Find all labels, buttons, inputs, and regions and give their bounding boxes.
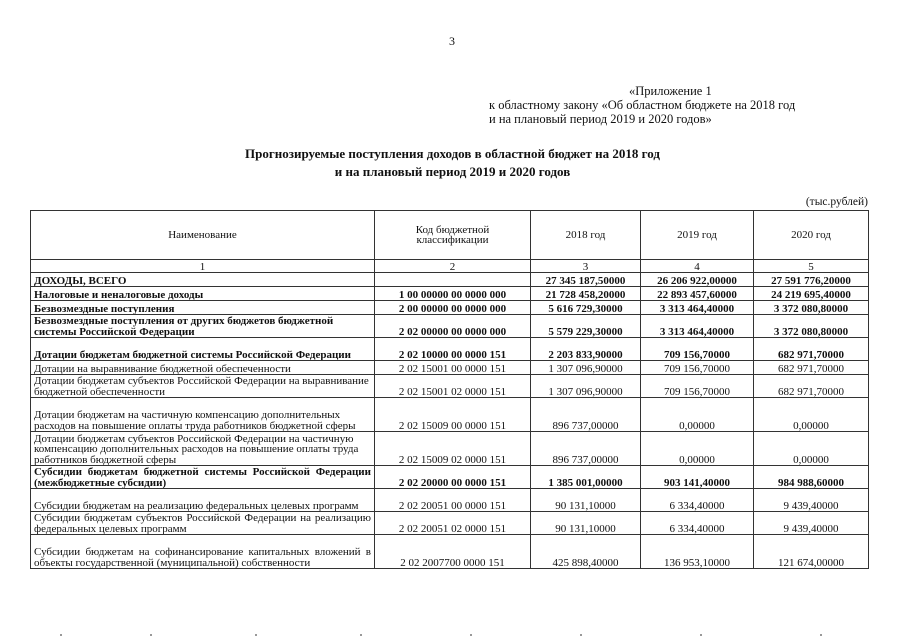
header-2019: 2019 год [641, 211, 754, 260]
row-name: Безвозмездные поступления от других бюджетов бюджетной системы Российской Федерации [31, 315, 375, 338]
table-row [31, 273, 869, 287]
row-value-2018: 21 728 458,20000 [531, 287, 641, 301]
row-value-2019: 709 156,70000 [641, 338, 754, 361]
table-row [31, 432, 869, 466]
appendix-line-2: к областному закону «Об областном бюджете на 2018 год [489, 98, 796, 112]
row-value-2020: 682 971,70000 [754, 338, 869, 361]
page-edge-marks [0, 634, 905, 638]
table-row [31, 398, 869, 432]
row-name: Дотации бюджетам бюджетной системы Российской Федерации [31, 338, 375, 361]
row-value-2019: 0,00000 [641, 398, 754, 432]
row-value-2018: 2 203 833,90000 [531, 338, 641, 361]
row-value-2020: 984 988,60000 [754, 466, 869, 489]
column-number-row [31, 260, 869, 273]
table-header-row [31, 211, 869, 260]
row-code: 2 02 00000 00 0000 000 [375, 315, 531, 338]
row-value-2018: 1 307 096,90000 [531, 375, 641, 398]
row-name: Субсидии бюджетам бюджетной системы Российской Федерации (межбюджетные субсидии) [31, 466, 375, 489]
row-value-2018: 90 131,10000 [531, 512, 641, 535]
row-name: Субсидии бюджетам на реализацию федеральных целевых программ [31, 489, 375, 512]
document-title [0, 145, 905, 181]
col-number: 5 [754, 260, 869, 273]
table-row [31, 361, 869, 375]
row-value-2020: 24 219 695,40000 [754, 287, 869, 301]
row-value-2019: 0,00000 [641, 432, 754, 466]
row-value-2018: 5 616 729,30000 [531, 301, 641, 315]
header-2018: 2018 год [531, 211, 641, 260]
row-code: 2 02 20051 00 0000 151 [375, 489, 531, 512]
row-value-2019: 26 206 922,00000 [641, 273, 754, 287]
row-name: Субсидии бюджетам на софинансирование капитальных вложений в объекты государственной (муниципальной) собственности [31, 535, 375, 569]
row-value-2020: 27 591 776,20000 [754, 273, 869, 287]
table-row [31, 489, 869, 512]
table-row [31, 287, 869, 301]
row-value-2019: 3 313 464,40000 [641, 301, 754, 315]
appendix-line-1: «Приложение 1 [629, 84, 712, 98]
row-value-2018: 425 898,40000 [531, 535, 641, 569]
table-row [31, 512, 869, 535]
page-number: 3 [449, 34, 455, 48]
row-code: 2 02 20051 02 0000 151 [375, 512, 531, 535]
row-value-2018: 27 345 187,50000 [531, 273, 641, 287]
revenue-table [30, 210, 869, 569]
row-value-2020: 0,00000 [754, 432, 869, 466]
row-value-2019: 136 953,10000 [641, 535, 754, 569]
appendix-note [489, 84, 795, 126]
row-value-2018: 90 131,10000 [531, 489, 641, 512]
row-value-2018: 5 579 229,30000 [531, 315, 641, 338]
units-label: (тыс.рублей) [805, 196, 868, 208]
row-name: Субсидии бюджетам субъектов Российской Федерации на реализацию федеральных целевых программ [31, 512, 375, 535]
row-name: Дотации бюджетам субъектов Российской Федерации на выравнивание бюджетной обеспеченности [31, 375, 375, 398]
row-code: 2 02 15009 00 0000 151 [375, 398, 531, 432]
row-name: Дотации бюджетам на частичную компенсацию дополнительных расходов на повышение оплаты труда работников бюджетной сферы [31, 398, 375, 432]
row-value-2018: 896 737,00000 [531, 398, 641, 432]
row-value-2019: 903 141,40000 [641, 466, 754, 489]
row-value-2020: 682 971,70000 [754, 361, 869, 375]
row-value-2019: 709 156,70000 [641, 361, 754, 375]
row-value-2020: 121 674,00000 [754, 535, 869, 569]
row-value-2020: 3 372 080,80000 [754, 315, 869, 338]
appendix-line-3: и на плановый период 2019 и 2020 годов» [489, 112, 712, 126]
row-code: 2 02 20000 00 0000 151 [375, 466, 531, 489]
col-number: 4 [641, 260, 754, 273]
table-row [31, 315, 869, 338]
row-value-2018: 1 385 001,00000 [531, 466, 641, 489]
header-2020: 2020 год [754, 211, 869, 260]
row-code: 2 02 15001 02 0000 151 [375, 375, 531, 398]
table-row [31, 338, 869, 361]
table-row [31, 375, 869, 398]
row-name: ДОХОДЫ, ВСЕГО [31, 273, 375, 287]
row-value-2020: 9 439,40000 [754, 489, 869, 512]
row-code: 2 00 00000 00 0000 000 [375, 301, 531, 315]
row-code: 2 02 2007700 0000 151 [375, 535, 531, 569]
col-number: 1 [31, 260, 375, 273]
row-code: 2 02 15001 00 0000 151 [375, 361, 531, 375]
row-code: 2 02 10000 00 0000 151 [375, 338, 531, 361]
col-number: 2 [375, 260, 531, 273]
row-value-2019: 22 893 457,60000 [641, 287, 754, 301]
row-code: 2 02 15009 02 0000 151 [375, 432, 531, 466]
row-name: Налоговые и неналоговые доходы [31, 287, 375, 301]
row-value-2019: 6 334,40000 [641, 512, 754, 535]
row-value-2020: 3 372 080,80000 [754, 301, 869, 315]
row-code: 1 00 00000 00 0000 000 [375, 287, 531, 301]
row-value-2020: 682 971,70000 [754, 375, 869, 398]
row-name: Безвозмездные поступления [31, 301, 375, 315]
row-value-2020: 0,00000 [754, 398, 869, 432]
col-number: 3 [531, 260, 641, 273]
header-code: Код бюджетной классификации [375, 211, 531, 260]
table-row [31, 535, 869, 569]
table-row [31, 466, 869, 489]
row-value-2019: 3 313 464,40000 [641, 315, 754, 338]
table-row [31, 301, 869, 315]
header-name: Наименование [31, 211, 375, 260]
row-value-2019: 709 156,70000 [641, 375, 754, 398]
row-value-2018: 1 307 096,90000 [531, 361, 641, 375]
row-value-2019: 6 334,40000 [641, 489, 754, 512]
row-value-2018: 896 737,00000 [531, 432, 641, 466]
row-name: Дотации бюджетам субъектов Российской Федерации на частичную компенсацию дополнительных расходов на повышение оплаты труда работников бюджетной сферы [31, 432, 375, 466]
title-line-1: Прогнозируемые поступления доходов в областной бюджет на 2018 год [245, 146, 660, 161]
title-line-2: и на плановый период 2019 и 2020 годов [334, 164, 571, 179]
row-value-2020: 9 439,40000 [754, 512, 869, 535]
row-name: Дотации на выравнивание бюджетной обеспеченности [31, 361, 375, 375]
row-code [375, 273, 531, 287]
